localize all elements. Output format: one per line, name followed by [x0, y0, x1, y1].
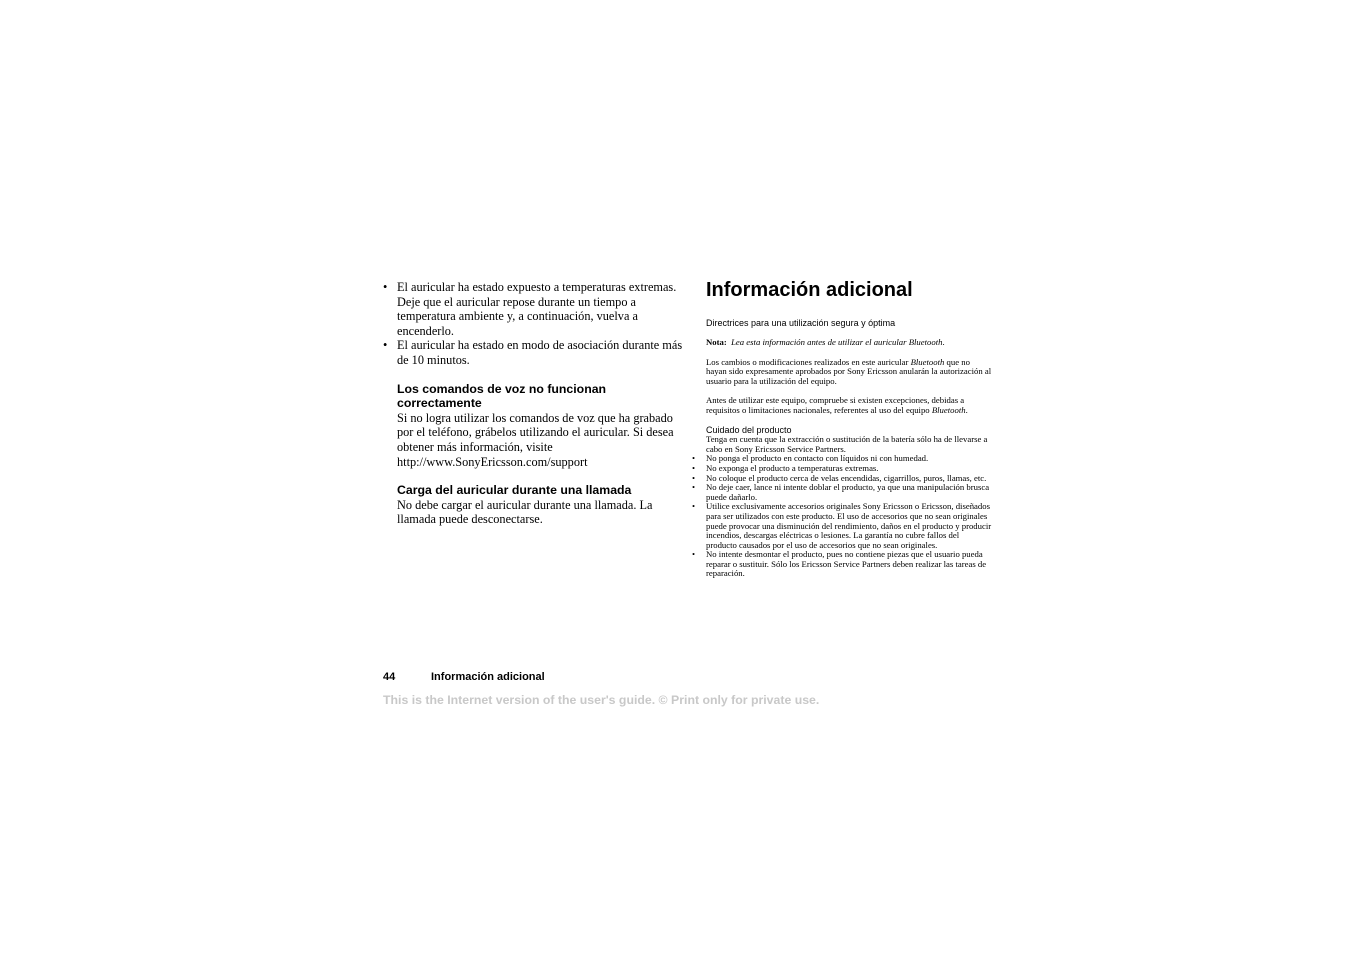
para2-period: .: [965, 404, 968, 415]
para1-text-end: que no hayan sido expresamente aprobados por Sony Ericsson anularán la autorización al usuario para la utilización del equipo.: [706, 356, 992, 386]
watermark-notice: This is the Internet version of the user's guide. © Print only for private use.: [383, 693, 820, 707]
note-text: Lea esta información antes de utilizar el auricular: [731, 337, 907, 347]
care-heading: Cuidado del producto: [706, 424, 792, 435]
note-bluetooth: Bluetooth: [908, 337, 943, 347]
page-footer: [383, 671, 545, 683]
care-bullet-list: [692, 454, 992, 579]
note-paragraph: [692, 338, 992, 348]
para2-text: Antes de utilizar este equipo, compruebe si existen excepciones, debidas a requisitos o limitaciones nacionales, referentes al uso del equipo: [706, 395, 965, 415]
list-item: • No exponga el producto a temperaturas extremas.: [692, 464, 992, 474]
page-title: Información adicional: [706, 279, 913, 301]
para1-text: Los cambios o modificaciones realizados en este auricular: [706, 356, 909, 367]
left-column: [383, 280, 683, 527]
list-item: • No ponga el producto en contacto con líquidos ni con humedad.: [692, 454, 992, 464]
list-item: • El auricular ha estado en modo de asociación durante más de 10 minutos.: [383, 338, 683, 367]
list-item: • No deje caer, lance ni intente doblar el producto, ya que una manipulación brusca puede dañarlo.: [692, 483, 992, 502]
list-item: • El auricular ha estado expuesto a temperaturas extremas. Deje que el auricular repose durante un tiempo a temperatura ambiente y, a continuación, vuelva a encenderlo.: [383, 280, 683, 338]
care-intro: Tenga en cuenta que la extracción o sustitución de la batería sólo ha de llevarse a cabo en Sony Ericsson Service Partners.: [706, 434, 988, 454]
charging-heading: Carga del auricular durante una llamada: [397, 483, 632, 498]
list-item: • No intente desmontar el producto, pues no contiene piezas que el usuario pueda reparar o sustituir. Sólo los Ericsson Service Partners deben realizar las tareas de reparación.: [692, 550, 992, 579]
voice-commands-heading: Los comandos de voz no funcionan correctamente: [397, 381, 607, 411]
guidelines-subtitle: Directrices para una utilización segura y óptima: [706, 318, 896, 328]
troubleshoot-bullet-list: [383, 280, 683, 368]
footer-section-title: Información adicional: [431, 671, 545, 683]
voice-commands-body: Si no logra utilizar los comandos de voz que ha grabado por el teléfono, grábelos utilizando el auricular. Si desea obtener más información, visite http://www.SonyEricsson.com/support: [397, 410, 674, 469]
right-column: [692, 276, 992, 579]
para2-bluetooth: Bluetooth: [931, 404, 966, 415]
list-item: • No coloque el producto cerca de velas encendidas, cigarrillos, puros, llamas, etc.: [692, 474, 992, 484]
para1-bluetooth: Bluetooth: [910, 356, 945, 367]
list-item: • Utilice exclusivamente accesorios originales Sony Ericsson o Ericsson, diseñados para ser utilizados con este producto. El uso de accesorios que no sean originales puede provocar una disminución del rendimiento, daños en el producto y producir incendios, descargas eléctricas o lesiones. La garantía no cubre fallos del producto causados por el uso de accesorios que no sean originales.: [692, 502, 992, 550]
modifications-paragraph: [692, 358, 992, 387]
note-label: Nota:: [706, 337, 727, 347]
charging-body: No debe cargar el auricular durante una llamada. La llamada puede desconectarse.: [397, 497, 653, 527]
note-period: .: [942, 337, 945, 347]
page-number: 44: [383, 671, 396, 683]
exceptions-paragraph: [692, 396, 992, 415]
